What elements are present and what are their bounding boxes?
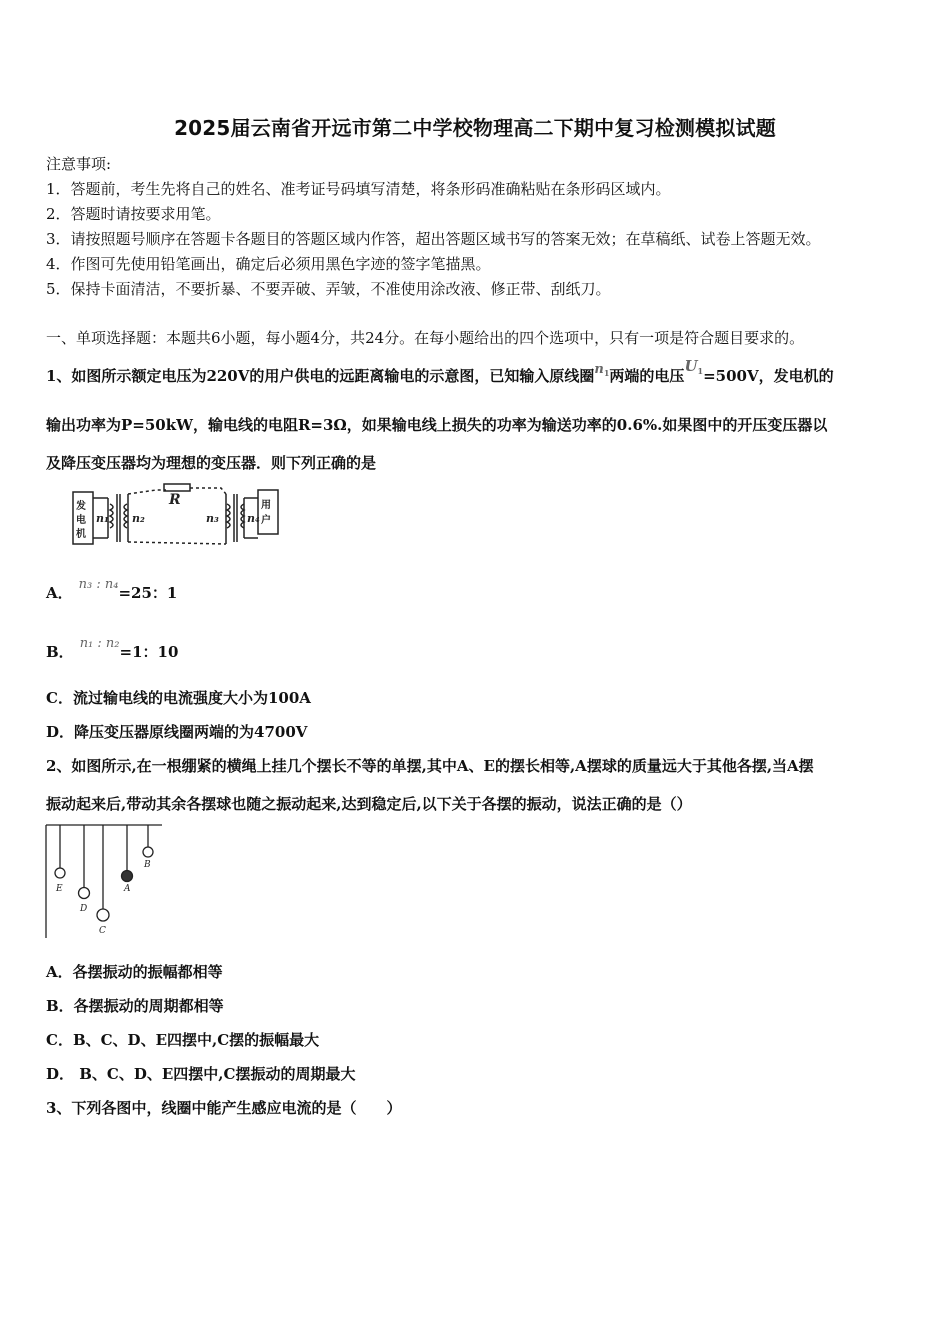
q3-line-1: 3、下列各图中，线圈中能产生感应电流的是（ ） xyxy=(46,1099,402,1117)
label-d: D xyxy=(80,904,88,914)
label-e: E xyxy=(56,884,63,894)
notice-item-1: 1．答题前，考生先将自己的姓名、准考证号码填写清楚，将条形码准确粘贴在条形码区域内。 xyxy=(46,180,671,198)
q1-option-a[interactable]: A． n₃ : n₄=25：1 xyxy=(46,577,178,602)
pendulum-bob-d xyxy=(79,888,90,899)
label-a: A xyxy=(124,884,131,894)
q2-line-2: 振动起来后,带动其余各摆球也随之振动起来,达到稳定后,以下关于各摆的振动，说法正确的是（） xyxy=(46,795,692,813)
pendulum-bob-c xyxy=(97,909,109,921)
generator-label-2: 电 xyxy=(76,515,86,526)
n1-label: n₁ xyxy=(96,512,109,525)
n3-label: n₃ xyxy=(206,512,219,525)
q1-text-c: =500V，发电机的 xyxy=(703,367,834,385)
coil-n2 xyxy=(124,504,127,528)
q1-option-a-ratio: n₃ : n₄ xyxy=(78,577,119,592)
n2-label: n₂ xyxy=(132,512,145,525)
q1-text-a: 1、如图所示额定电压为220V的用户供电的远距离输电的示意图，已知输入原线圈 xyxy=(46,367,595,385)
page-title: 2025届云南省开远市第二中学校物理高二下期中复习检测模拟试题 xyxy=(174,116,776,140)
notice-item-5: 5．保持卡面清洁，不要折暴、不要弄破、弄皱，不准使用涂改液、修正带、刮纸刀。 xyxy=(46,280,611,298)
q1-line-3: 及降压变压器均为理想的变压器．则下列正确的是 xyxy=(46,454,377,472)
q1-option-b-ratio: n₁ : n₂ xyxy=(79,636,120,651)
q1-line-1 xyxy=(46,357,834,386)
notice-heading: 注意事项: xyxy=(46,155,112,173)
notice-item-3: 3．请按照题号顺序在答题卡各题目的答题区域内作答，超出答题区域书写的答案无效；在草稿纸、试卷上答题无效。 xyxy=(46,230,821,248)
q1-option-c[interactable]: C．流过输电线的电流强度大小为100A xyxy=(46,689,311,707)
pendulum-bob-b xyxy=(143,847,153,857)
user-label-1: 用 xyxy=(261,500,271,511)
q1-option-d[interactable]: D．降压变压器原线圈两端的为4700V xyxy=(46,723,308,741)
user-label-2: 户 xyxy=(261,515,271,526)
n4-label: n₄ xyxy=(247,512,260,525)
q1-option-b[interactable]: B． n₁ : n₂=1：10 xyxy=(46,636,179,661)
q2-option-c[interactable]: C．B、C、D、E四摆中,C摆的振幅最大 xyxy=(46,1031,320,1049)
generator-label-1: 发 xyxy=(76,501,86,512)
pendulum-bob-e xyxy=(55,868,65,878)
r-label: R xyxy=(169,492,181,508)
pendulum-bob-a xyxy=(122,871,133,882)
label-b: B xyxy=(144,860,151,870)
q1-n1-symbol: $n_1$ xyxy=(594,362,610,378)
coil-n3 xyxy=(227,504,230,528)
q1-u1-symbol: $U_1$ xyxy=(684,357,704,376)
generator-label-3: 机 xyxy=(76,529,86,540)
pendulum-diagram xyxy=(44,820,166,940)
q2-option-a[interactable]: A．各摆振动的振幅都相等 xyxy=(46,963,223,981)
transmission-diagram xyxy=(66,480,286,552)
user-box xyxy=(258,490,278,534)
resistor-r xyxy=(164,484,190,491)
q2-option-d[interactable]: D． B、C、D、E四摆中,C摆振动的周期最大 xyxy=(46,1065,356,1083)
label-c: C xyxy=(99,926,106,936)
section-heading: 一、单项选择题：本题共6小题，每小题4分，共24分。在每小题给出的四个选项中，只有一项是符合题目要求的。 xyxy=(46,329,805,347)
q2-line-1: 2、如图所示,在一根绷紧的横绳上挂几个摆长不等的单摆,其中A、E的摆长相等,A摆球的质量远大于其他各摆,当A摆 xyxy=(46,757,814,775)
q1-text-b: 两端的电压 xyxy=(609,367,685,385)
notice-item-2: 2．答题时请按要求用笔。 xyxy=(46,205,221,223)
q2-option-b[interactable]: B．各摆振动的周期都相等 xyxy=(46,997,224,1015)
notice-item-4: 4．作图可先使用铅笔画出，确定后必须用黑色字迹的签字笔描黑。 xyxy=(46,255,491,273)
q1-line-2: 输出功率为P=50kW，输电线的电阻R=3Ω，如果输电线上损失的功率为输送功率的0.6%.如果图中的开压变压器以 xyxy=(46,416,828,434)
coil-n1 xyxy=(110,504,113,528)
